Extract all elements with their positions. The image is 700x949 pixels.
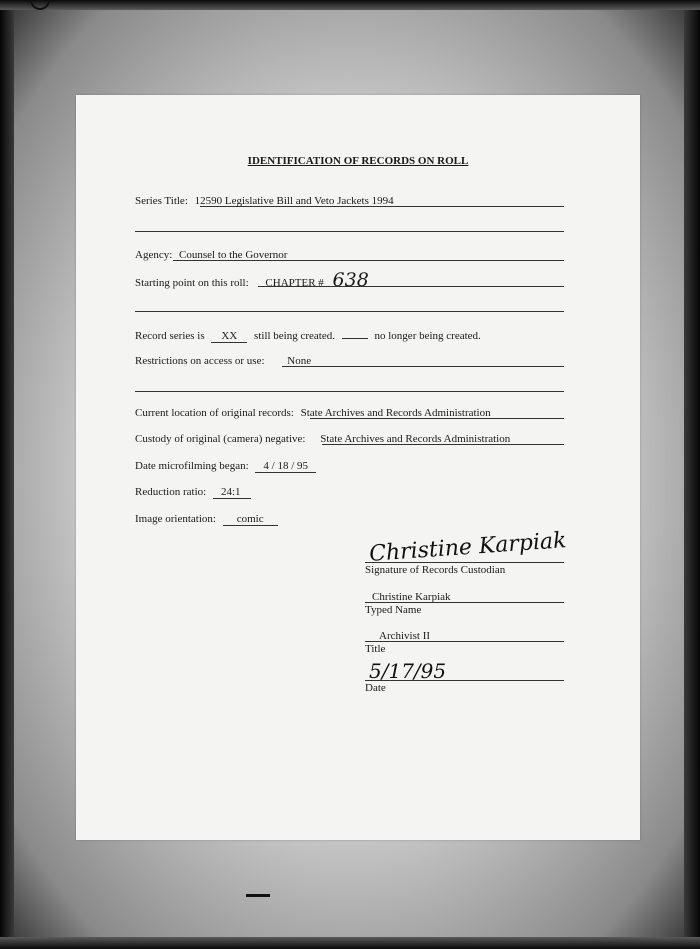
still-being-created-label: still being created.: [254, 330, 335, 342]
title-line: [365, 641, 564, 642]
typed-name-value: Christine Karpiak: [372, 591, 451, 603]
typed-name-label: Typed Name: [365, 604, 422, 616]
restrictions-label: Restrictions on access or use:: [135, 355, 265, 367]
current-location-label: Current location of original records:: [135, 407, 294, 419]
custodian-signature: Christine Karpiak: [368, 528, 568, 567]
frame-edge-left: [0, 0, 14, 949]
starting-point-label: Starting point on this roll:: [135, 277, 249, 289]
reduction-label: Reduction ratio:: [135, 486, 207, 498]
no-longer-being-created-label: no longer being created.: [374, 330, 481, 342]
custody-value: State Archives and Records Administration: [320, 433, 511, 445]
agency-value: Counsel to the Governor: [179, 249, 288, 261]
signature-label: Signature of Records Custodian: [365, 564, 506, 576]
starting-point-value: CHAPTER #: [265, 277, 324, 289]
date-handwritten: 5/17/95: [369, 659, 447, 683]
series-title-label: Series Title:: [135, 195, 188, 207]
frame-edge-right: [684, 0, 700, 949]
current-location-value: State Archives and Records Administration: [300, 407, 491, 419]
reduction-value: 24:1: [213, 486, 251, 499]
date-began-label: Date microfilming began:: [135, 460, 249, 472]
series-title-value: 12590 Legislative Bill and Veto Jackets 1994: [194, 195, 394, 207]
title-label: Title: [365, 643, 386, 655]
reduction-row: [135, 486, 251, 499]
records-identification-form: [76, 95, 640, 840]
starting-point-line-2: [135, 311, 564, 312]
date-began-row: [135, 460, 316, 473]
current-location-line: [310, 418, 564, 419]
orientation-value: comic: [223, 513, 278, 526]
custody-line: [322, 444, 564, 445]
signature-line: [365, 562, 564, 563]
series-title-line-2: [135, 231, 564, 232]
frame-edge-top: [0, 0, 700, 10]
restrictions-line: [282, 366, 564, 367]
agency-line: [173, 260, 564, 261]
record-series-row: [135, 328, 481, 343]
starting-point-row: [135, 269, 369, 291]
date-label: Date: [365, 682, 386, 694]
frame-edge-bottom: [0, 937, 700, 949]
series-title-line: [200, 206, 564, 207]
title-value: Archivist II: [379, 630, 431, 642]
orientation-row: [135, 513, 278, 526]
agency-label: Agency:: [135, 249, 173, 261]
film-dash-mark: [246, 894, 270, 897]
orientation-label: Image orientation:: [135, 513, 216, 525]
restrictions-value: None: [287, 355, 312, 367]
typed-name-line: [365, 602, 564, 603]
record-series-label: Record series is: [135, 330, 205, 342]
date-line: [365, 680, 564, 681]
chapter-number-handwritten: 638: [332, 269, 369, 291]
starting-point-line: [258, 286, 564, 287]
form-title: IDENTIFICATION OF RECORDS ON ROLL: [247, 155, 469, 167]
date-began-value: 4 / 18 / 95: [255, 460, 316, 473]
still-being-created-mark: XX: [211, 330, 247, 343]
custody-label: Custody of original (camera) negative:: [135, 433, 306, 445]
restrictions-line-2: [135, 391, 564, 392]
no-longer-blank: [342, 328, 368, 339]
